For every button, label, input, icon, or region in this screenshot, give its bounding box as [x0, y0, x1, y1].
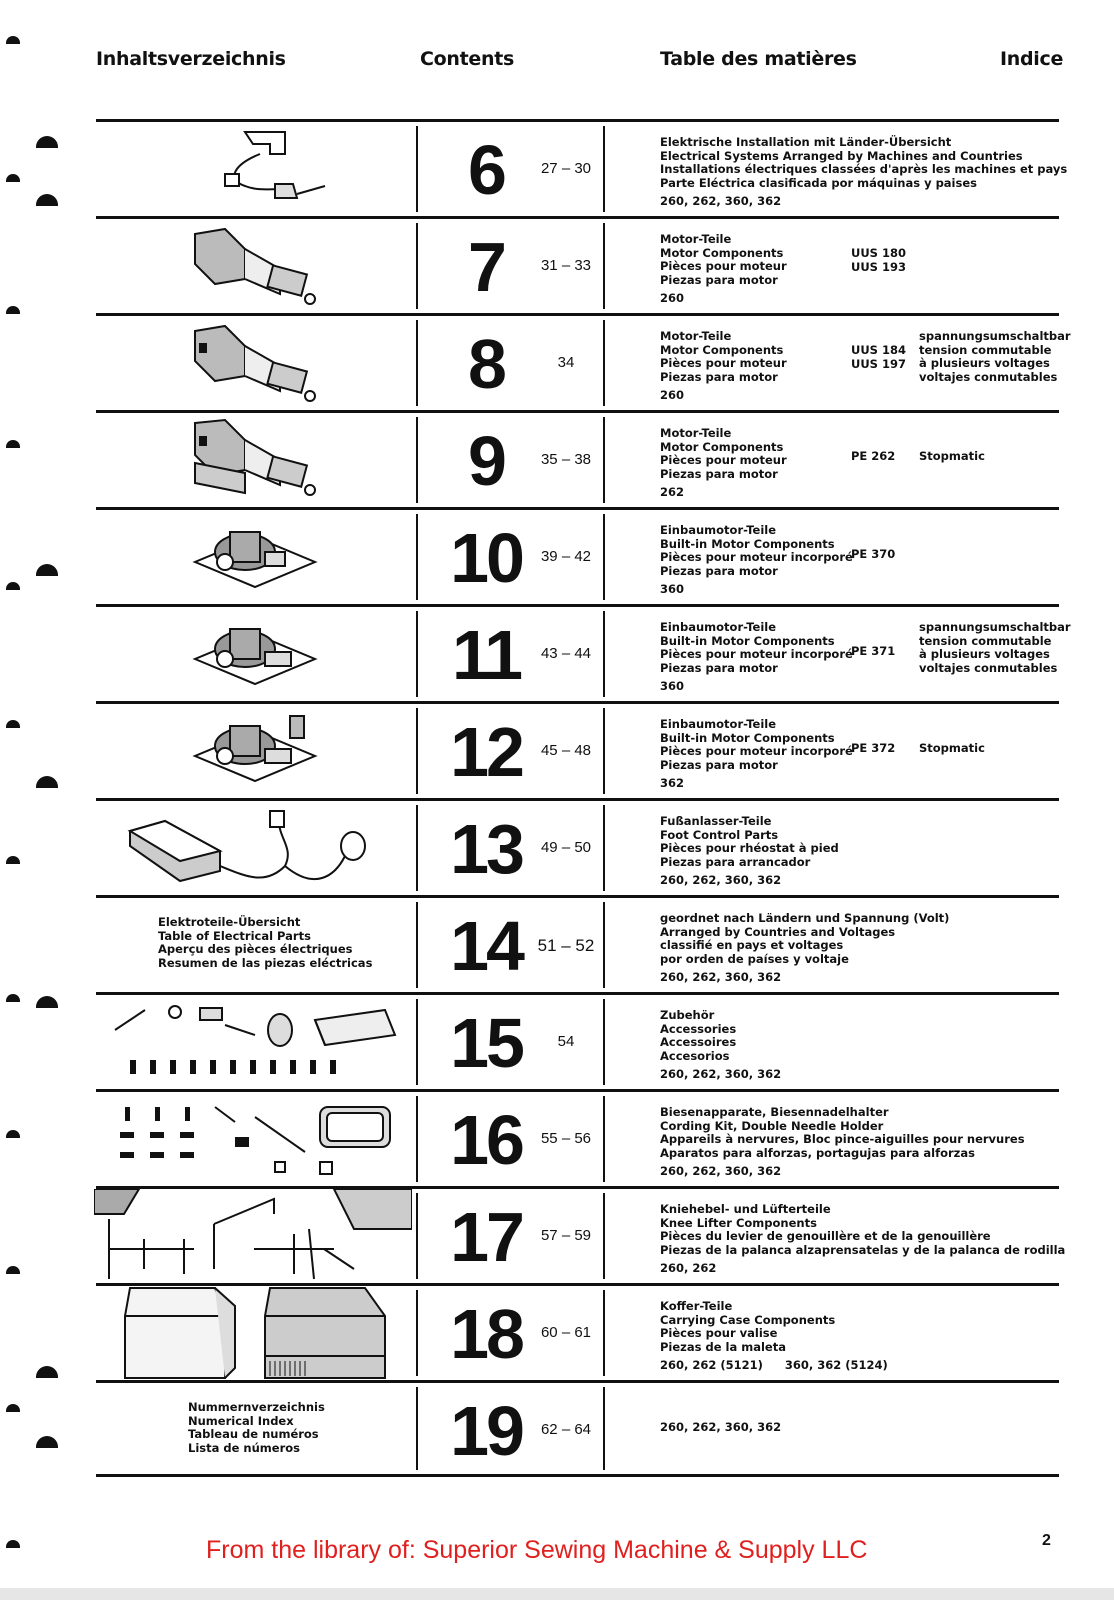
section-number: 15: [450, 1004, 522, 1082]
accessories-illustration: [96, 995, 414, 1089]
note-line: Stopmatic: [919, 741, 985, 755]
note-line: spannungsumschaltbar: [919, 329, 1071, 343]
motor-stopmatic-illustration: [96, 413, 414, 507]
margin-mark: [6, 1404, 20, 1412]
table-row[interactable]: [96, 1283, 1059, 1380]
page-range: 27 – 30: [540, 160, 592, 177]
section-number: 13: [450, 810, 522, 888]
voltage-note: [919, 330, 1071, 384]
section-description: [660, 136, 1067, 209]
margin-mark: [6, 36, 20, 44]
desc-en: Built-in Motor Components: [660, 633, 835, 648]
models: 262: [660, 485, 685, 499]
motor-codes: [851, 548, 895, 562]
desc-de: Motor-Teile: [660, 232, 732, 246]
desc-es: Piezas para motor: [660, 563, 778, 578]
desc-es: Aparatos para alforzas, portagujas para alforzas: [660, 1145, 975, 1160]
margin-mark: [36, 564, 58, 576]
divider: [603, 708, 605, 794]
divider: [603, 999, 605, 1085]
subtitle-es: Resumen de las piezas eléctricas: [158, 955, 373, 970]
motor-illustration: [96, 316, 414, 410]
built-in-motor-illustration: [96, 510, 414, 604]
desc-de: Motor-Teile: [660, 329, 732, 343]
section-description: [660, 1300, 888, 1373]
desc-fr: Pièces pour moteur: [660, 259, 787, 273]
note-line: tension commutable: [919, 633, 1052, 648]
stopmatic-note: [919, 742, 985, 756]
built-in-motor-illustration: [96, 607, 414, 701]
divider: [416, 1096, 418, 1182]
models: 260, 262, 360, 362: [660, 873, 782, 887]
desc-fr: Pièces pour moteur incorporé: [660, 744, 853, 758]
divider: [416, 708, 418, 794]
models: 260, 262, 360, 362: [660, 970, 782, 984]
divider: [603, 805, 605, 891]
motor-code: UUS 197: [851, 356, 906, 371]
section-description: [660, 1106, 1025, 1179]
models: 360: [660, 582, 685, 596]
models-360-362: 360, 362 (5124): [784, 1358, 888, 1372]
desc-en: Foot Control Parts: [660, 827, 779, 842]
page-range: 43 – 44: [540, 645, 592, 662]
desc-fr: Pièces pour rhéostat à pied: [660, 841, 839, 855]
knee-lifter-illustration: [92, 1189, 414, 1283]
desc-en: Motor Components: [660, 439, 784, 454]
desc-es: Accesorios: [660, 1048, 730, 1063]
section-description: [660, 1009, 781, 1082]
table-row[interactable]: [96, 410, 1059, 507]
desc-en: Carrying Case Components: [660, 1312, 836, 1327]
section-subtitle: [158, 916, 372, 970]
desc-fr: Pièces pour valise: [660, 1326, 778, 1340]
motor-code: PE 372: [851, 741, 896, 755]
models: 260, 262: [660, 1261, 717, 1275]
desc-de: Motor-Teile: [660, 426, 732, 440]
margin-mark: [36, 776, 58, 788]
margin-mark: [36, 194, 58, 206]
table-row[interactable]: [96, 313, 1071, 410]
section-number: 16: [450, 1101, 522, 1179]
desc-en: Knee Lifter Components: [660, 1215, 817, 1230]
table-row[interactable]: [96, 119, 1068, 216]
desc-es: Piezas para arrancador: [660, 854, 811, 869]
divider: [416, 1387, 418, 1470]
section-number: 11: [452, 616, 520, 694]
table-row[interactable]: [96, 1089, 1059, 1186]
subtitle-es: Lista de números: [188, 1440, 300, 1455]
divider: [603, 417, 605, 503]
models: 362: [660, 776, 685, 790]
desc-de: Elektrische Installation mit Länder-Übersicht: [660, 135, 952, 149]
page-range: 51 – 52: [537, 936, 595, 955]
header-en: Contents: [420, 48, 515, 70]
section-subtitle: [188, 1401, 325, 1455]
desc-fr: Appareils à nervures, Bloc pince-aiguilles pour nervures: [660, 1132, 1025, 1146]
section-number: 9: [468, 422, 504, 500]
divider: [416, 999, 418, 1085]
divider: [416, 223, 418, 309]
desc-es: Piezas para motor: [660, 369, 778, 384]
desc-en: Motor Components: [660, 342, 784, 357]
divider: [416, 320, 418, 406]
motor-illustration: [96, 219, 414, 313]
page-range: 55 – 56: [540, 1130, 592, 1147]
margin-mark: [6, 1540, 20, 1548]
note-line: à plusieurs voltages: [919, 356, 1050, 370]
models: 260: [660, 388, 685, 402]
models: 260, 262, 360, 362: [660, 1420, 782, 1434]
desc-es: Piezas para motor: [660, 660, 778, 675]
subtitle-fr: Aperçu des pièces électriques: [158, 942, 353, 956]
table-row[interactable]: [96, 507, 1059, 604]
table-row[interactable]: [96, 992, 1059, 1089]
page-range: 35 – 38: [540, 451, 592, 468]
models: 260, 262, 360, 362: [660, 1067, 782, 1081]
divider: [603, 1096, 605, 1182]
motor-codes: [851, 450, 895, 464]
subtitle-en: Numerical Index: [188, 1413, 294, 1428]
table-row[interactable]: [96, 895, 1059, 992]
section-description: [660, 912, 949, 985]
section-description: [660, 815, 839, 888]
margin-mark: [6, 994, 20, 1002]
desc-en: Cording Kit, Double Needle Holder: [660, 1118, 884, 1133]
desc-de: Zubehör: [660, 1008, 715, 1022]
margin-mark: [6, 174, 20, 182]
desc-es: Piezas para motor: [660, 466, 778, 481]
desc-es: Piezas para motor: [660, 757, 778, 772]
desc-fr: Pièces du levier de genouillère et de la genouillère: [660, 1229, 991, 1243]
page-edge: [0, 1588, 1114, 1600]
models: 360: [660, 679, 685, 693]
motor-code: PE 371: [851, 644, 896, 658]
desc-fr: Installations électriques classées d'après les machines et pays: [660, 162, 1068, 176]
models: 260, 262, 360, 362: [660, 194, 782, 208]
section-number: 12: [450, 713, 522, 791]
desc-es: Piezas de la palanca alzaprensatelas y de la palanca de rodilla: [660, 1242, 1066, 1257]
margin-mark: [6, 1130, 20, 1138]
foot-control-illustration: [96, 801, 414, 895]
divider: [603, 320, 605, 406]
section-number: 8: [468, 325, 504, 403]
table-row[interactable]: [96, 604, 1071, 701]
divider: [603, 126, 605, 212]
section-description: [660, 1203, 1065, 1276]
section-number: 6: [468, 131, 504, 209]
margin-mark: [36, 1436, 58, 1448]
table-row[interactable]: [96, 701, 1059, 798]
section-description: [660, 1421, 781, 1435]
note-line: spannungsumschaltbar: [919, 620, 1071, 634]
margin-mark: [36, 136, 58, 148]
margin-mark: [6, 1266, 20, 1274]
desc-en: Built-in Motor Components: [660, 730, 835, 745]
desc-de: Einbaumotor-Teile: [660, 620, 776, 634]
stopmatic-note: [919, 450, 985, 464]
electrical-installation-illustration: [96, 122, 414, 216]
page-range: 57 – 59: [540, 1227, 592, 1244]
motor-code: UUS 193: [851, 259, 906, 274]
divider: [416, 1290, 418, 1376]
models-260-262: 260, 262 (5121): [660, 1358, 763, 1372]
models: 260, 262, 360, 362: [660, 1164, 782, 1178]
margin-mark: [6, 856, 20, 864]
divider: [603, 1193, 605, 1279]
page-range: 45 – 48: [540, 742, 592, 759]
desc-fr: Pièces pour moteur: [660, 356, 787, 370]
section-number: 18: [450, 1295, 522, 1373]
desc-de: Fußanlasser-Teile: [660, 814, 772, 828]
page-range: 54: [557, 1033, 575, 1050]
desc-es: Parte Eléctrica clasificada por máquinas y paises: [660, 175, 977, 190]
margin-mark: [6, 306, 20, 314]
table-row[interactable]: [96, 1380, 1059, 1477]
desc-fr: Accessoires: [660, 1035, 737, 1049]
section-description: [660, 524, 853, 597]
motor-code: UUS 184: [851, 343, 906, 357]
header-it: Indice: [1000, 48, 1064, 70]
divider: [416, 805, 418, 891]
table-row[interactable]: [96, 1186, 1066, 1283]
desc-en: Arranged by Countries and Voltages: [660, 924, 896, 939]
table-row[interactable]: [96, 798, 1059, 895]
subtitle-de: Nummernverzeichnis: [188, 1400, 325, 1414]
models: 260: [660, 291, 685, 305]
divider: [416, 417, 418, 503]
desc-de: Einbaumotor-Teile: [660, 717, 776, 731]
voltage-note: [919, 621, 1071, 675]
divider: [603, 514, 605, 600]
motor-codes: [851, 742, 895, 756]
desc-fr: Pièces pour moteur: [660, 453, 787, 467]
section-description: [660, 427, 787, 500]
note-line: voltajes conmutables: [919, 369, 1058, 384]
section-number: 17: [450, 1198, 522, 1276]
note-line: Stopmatic: [919, 449, 985, 463]
divider: [603, 1290, 605, 1376]
desc-en: Built-in Motor Components: [660, 536, 835, 551]
desc-de: Kniehebel- und Lüfterteile: [660, 1202, 831, 1216]
divider: [416, 514, 418, 600]
desc-en: Motor Components: [660, 245, 784, 260]
motor-codes: [851, 344, 906, 371]
section-number: 19: [450, 1392, 522, 1470]
page-range: 49 – 50: [540, 839, 592, 856]
divider: [416, 126, 418, 212]
header-de: Inhaltsverzeichnis: [96, 48, 286, 70]
divider: [603, 223, 605, 309]
desc-en: Accessories: [660, 1021, 737, 1036]
divider: [416, 611, 418, 697]
cording-kit-illustration: [96, 1092, 414, 1186]
divider: [603, 902, 605, 988]
margin-mark: [6, 440, 20, 448]
section-description: [660, 233, 787, 306]
motor-code: UUS 180: [851, 246, 906, 260]
motor-code: PE 262: [851, 449, 896, 463]
desc-de: Biesenapparate, Biesennadelhalter: [660, 1105, 889, 1119]
motor-code: PE 370: [851, 547, 896, 561]
page-number: 2: [1042, 1532, 1051, 1549]
note-line: tension commutable: [919, 342, 1052, 357]
page-range: 62 – 64: [540, 1421, 592, 1438]
models: [660, 1359, 888, 1373]
note-line: voltajes conmutables: [919, 660, 1058, 675]
margin-mark: [6, 582, 20, 590]
section-description: [660, 330, 787, 403]
page-range: 39 – 42: [540, 548, 592, 565]
carrying-case-illustration: [96, 1286, 414, 1380]
contents-table: [96, 119, 1071, 1477]
desc-fr: classifié en pays et voltages: [660, 938, 844, 952]
motor-codes: [851, 247, 906, 274]
section-description: [660, 621, 853, 694]
desc-de: Einbaumotor-Teile: [660, 523, 776, 537]
divider: [603, 1387, 605, 1470]
margin-mark: [6, 720, 20, 728]
divider: [603, 611, 605, 697]
section-number: 14: [450, 907, 522, 985]
desc-de: geordnet nach Ländern und Spannung (Volt): [660, 911, 950, 925]
desc-de: Koffer-Teile: [660, 1299, 733, 1313]
section-number: 7: [468, 228, 504, 306]
note-line: à plusieurs voltages: [919, 647, 1050, 661]
margin-mark: [36, 1366, 58, 1378]
built-in-motor-stopmatic-illustration: [96, 704, 414, 798]
page-range: 34: [557, 354, 575, 371]
page-range: 31 – 33: [540, 257, 592, 274]
header-fr: Table des matières: [660, 48, 857, 70]
desc-es: Piezas de la maleta: [660, 1339, 786, 1354]
desc-en: Electrical Systems Arranged by Machines and Countries: [660, 148, 1023, 163]
desc-es: por orden de países y voltaje: [660, 951, 849, 966]
desc-fr: Pièces pour moteur incorporé: [660, 647, 853, 661]
section-description: [660, 718, 853, 791]
section-number: 10: [450, 519, 522, 597]
library-note: From the library of: Superior Sewing Machine & Supply LLC: [206, 1536, 868, 1564]
desc-fr: Pièces pour moteur incorporé: [660, 550, 853, 564]
subtitle-de: Elektroteile-Übersicht: [158, 915, 301, 929]
motor-codes: [851, 645, 895, 659]
subtitle-en: Table of Electrical Parts: [158, 928, 311, 943]
divider: [416, 902, 418, 988]
divider: [416, 1193, 418, 1279]
desc-es: Piezas para motor: [660, 272, 778, 287]
margin-mark: [36, 996, 58, 1008]
page-range: 60 – 61: [540, 1324, 592, 1341]
table-row[interactable]: [96, 216, 1059, 313]
subtitle-fr: Tableau de numéros: [188, 1427, 319, 1441]
